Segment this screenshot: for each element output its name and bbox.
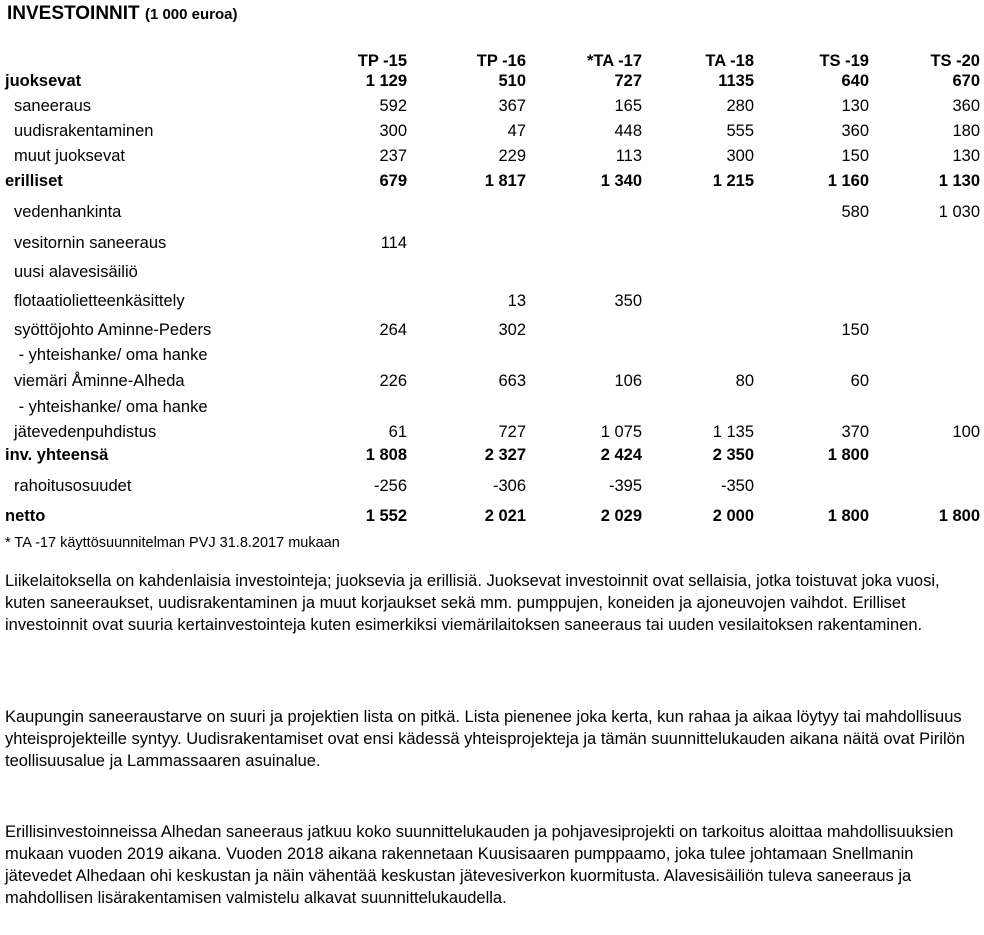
paragraph-1: Liikelaitoksella on kahdenlaisia investointeja; juoksevia ja erillisiä. Juoksevat investoinnit ovat sellaisia, jotka toistuvat joka vuosi, kuten saneeraukset, uudisrakentaminen ja muut korjaukset sekä mm. pumppujen, koneiden ja ajoneuvojen vaihdot. Erilliset investoinnit ovat suuria kertainvestointeja kuten esimerkiksi viemärilaitoksen saneeraus tai uuden vesilaitoksen rakentaminen. — [5, 572, 940, 634]
table-cell: 679 — [379, 172, 407, 190]
footnote: * TA -17 käyttösuunnitelman PVJ 31.8.2017 mukaan — [5, 535, 340, 551]
table-cell: 130 — [952, 147, 980, 165]
row-label: netto — [5, 507, 46, 525]
table-cell: 1 552 — [365, 507, 407, 525]
table-cell: 1 800 — [938, 507, 980, 525]
table-cell: 113 — [615, 147, 642, 165]
table-cell: 2 021 — [484, 507, 526, 525]
row-label: saneeraus — [14, 97, 92, 115]
table-cell: 448 — [614, 122, 642, 140]
table-cell: 360 — [841, 122, 869, 140]
table-cell: 47 — [507, 122, 526, 140]
table-cell: 2 350 — [712, 446, 754, 464]
row-label: muut juoksevat — [14, 147, 125, 165]
table-cell: 150 — [841, 321, 869, 339]
table-cell: 226 — [379, 372, 407, 390]
table-cell: 300 — [726, 147, 754, 165]
table-cell: 370 — [841, 423, 869, 441]
table-cell: 670 — [952, 72, 980, 90]
table-cell: 1 800 — [827, 507, 869, 525]
table-cell: 1 160 — [827, 172, 869, 190]
row-label: vedenhankinta — [14, 203, 122, 221]
row-label: syöttöjohto Aminne-Peders — [14, 321, 212, 339]
table-cell: 1 130 — [938, 172, 980, 190]
table-cell: 2 000 — [712, 507, 754, 525]
table-cell: 640 — [841, 72, 869, 90]
table-cell: 1 135 — [712, 423, 754, 441]
table-cell: 60 — [850, 372, 869, 390]
table-cell: 2 029 — [600, 507, 642, 525]
row-label: vesitornin saneeraus — [14, 234, 167, 252]
table-cell: 2 327 — [484, 446, 526, 464]
table-cell: 130 — [841, 97, 869, 115]
paragraph-3: Erillisinvestoinneissa Alhedan saneeraus jatkuu koko suunnittelukauden ja pohjavesiprojekti on tarkoitus aloittaa mahdollisuuksien mukaan vuoden 2019 aikana. Vuoden 2018 aikana rakennetaan Kuusisaaren pumppaamo, joka tulee johtamaan Snellmanin jätevedet Alhedaan ohi keskustan ja näin vähentää keskustan jätevesiverkon kuormitusta. Alavesisäiliön tuleva saneeraus ja mahdollisen lisärakentamisen valmistelu alkavat suunnittelukaudella. — [5, 823, 954, 907]
table-cell: 80 — [735, 372, 754, 390]
title-main: INVESTOINNIT — [7, 3, 140, 24]
title-unit: (1 000 euroa) — [144, 6, 238, 23]
page-title — [7, 3, 238, 25]
row-label: viemäri Åminne-Alheda — [14, 372, 185, 390]
table-cell: 100 — [952, 423, 980, 441]
table-cell: 1 808 — [365, 446, 407, 464]
table-cell: 180 — [952, 122, 980, 140]
row-label: flotaatiolietteenkäsittely — [14, 292, 185, 310]
paragraph-2: Kaupungin saneeraustarve on suuri ja projektien lista on pitkä. Lista pienenee joka kerta, kun rahaa ja aikaa löytyy tai mahdollisuus yhteisprojekteille syntyy. Uudisrakentamiset ovat ensi kädessä yhteisprojekteja ja tämän suunnittelukauden aikana näitä ovat Pirilön teollisuusalue ja Lammassaaren asuinalue. — [5, 708, 965, 770]
column-header: TP -16 — [476, 52, 526, 70]
table-cell: 2 424 — [600, 446, 642, 464]
table-cell: 61 — [388, 423, 407, 441]
table-cell: 1 800 — [827, 446, 869, 464]
table-cell: -350 — [720, 477, 754, 495]
table-cell: 114 — [380, 234, 407, 252]
table-cell: 1135 — [718, 72, 754, 90]
table-cell: 663 — [498, 372, 526, 390]
row-label: jätevedenpuhdistus — [14, 423, 157, 441]
column-header: TA -18 — [705, 52, 754, 70]
table-cell: 264 — [379, 321, 407, 339]
row-label: juoksevat — [5, 72, 82, 90]
table-cell: -256 — [373, 477, 407, 495]
table-cell: 165 — [614, 97, 642, 115]
row-label: uudisrakentaminen — [14, 122, 154, 140]
row-label: - yhteishanke/ oma hanke — [14, 346, 208, 364]
column-header: TS -19 — [819, 52, 869, 70]
row-label: erilliset — [5, 172, 63, 190]
row-label: - yhteishanke/ oma hanke — [14, 398, 208, 416]
table-cell: 727 — [614, 72, 642, 90]
table-cell: 580 — [841, 203, 869, 221]
table-cell: 106 — [614, 372, 642, 390]
table-cell: 302 — [498, 321, 526, 339]
table-cell: 360 — [952, 97, 980, 115]
table-cell: -306 — [492, 477, 526, 495]
table-cell: 1 030 — [938, 203, 980, 221]
table-cell: 280 — [726, 97, 754, 115]
row-label: uusi alavesisäiliö — [14, 263, 138, 281]
table-cell: 300 — [379, 122, 407, 140]
row-label: rahoitusosuudet — [14, 477, 132, 495]
table-cell: 367 — [498, 97, 526, 115]
column-header: TP -15 — [357, 52, 407, 70]
table-cell: 1 075 — [600, 423, 642, 441]
column-header: *TA -17 — [586, 52, 642, 70]
table-cell: 350 — [614, 292, 642, 310]
table-cell: 229 — [498, 147, 526, 165]
table-cell: 1 129 — [365, 72, 407, 90]
row-label: inv. yhteensä — [5, 446, 109, 464]
table-cell: 592 — [379, 97, 407, 115]
table-cell: -395 — [608, 477, 642, 495]
column-header: TS -20 — [930, 52, 980, 70]
table-cell: 1 340 — [600, 172, 642, 190]
table-cell: 1 215 — [712, 172, 754, 190]
table-cell: 150 — [841, 147, 869, 165]
table-cell: 510 — [498, 72, 526, 90]
table-cell: 237 — [379, 147, 407, 165]
table-cell: 555 — [726, 122, 754, 140]
table-cell: 1 817 — [484, 172, 526, 190]
table-cell: 13 — [507, 292, 526, 310]
table-cell: 727 — [498, 423, 526, 441]
